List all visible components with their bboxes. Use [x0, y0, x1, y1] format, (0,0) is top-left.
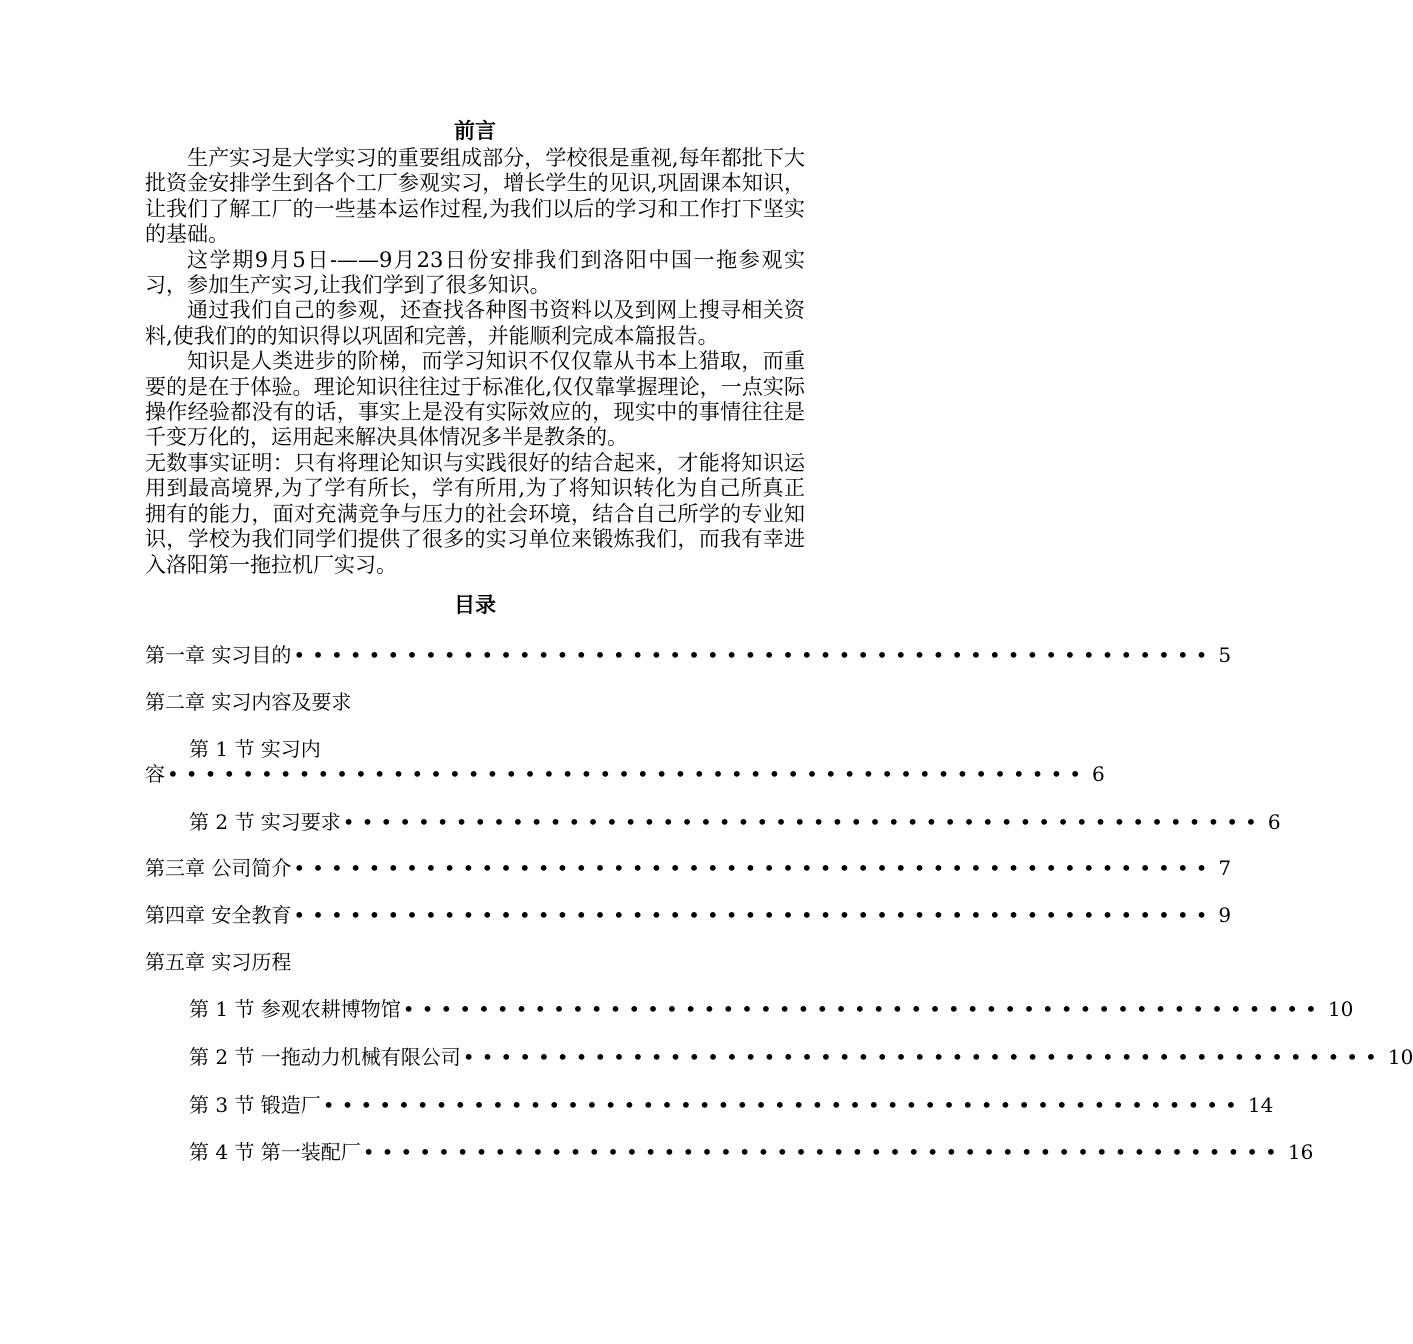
toc-leader-dots: •••••••••••••••••••••••••••••••••••••••••••••••••	[167, 762, 1089, 786]
toc-leader-dots: •••••••••••••••••••••••••••••••••••••••••••••••••	[293, 903, 1215, 927]
toc-entry-chapter-1[interactable]	[145, 641, 1232, 669]
toc-entry-label: 第 3 节 锻造厂	[189, 1093, 321, 1117]
toc-entry-section-2-1-cont[interactable]	[145, 760, 1105, 788]
toc-page-number: 14	[1247, 1093, 1274, 1117]
toc-leader-dots: •••••••••••••••••••••••••••••••••••••••••••••••••	[293, 643, 1215, 667]
toc-entry-chapter-5[interactable]	[145, 948, 803, 976]
toc-page-number: 6	[1267, 810, 1281, 834]
toc-entry-label: 第 1 节 实习内	[189, 737, 321, 761]
preface-paragraph: 通过我们自己的参观，还查找各种图书资料以及到网上搜寻相关资料,使我们的的知识得以巩固和完善，并能顺利完成本篇报告。	[145, 298, 805, 348]
preface-paragraph: 生产实习是大学实习的重要组成部分，学校很是重视,每年都批下大批资金安排学生到各个工厂参观实习，增长学生的见识,巩固课本知识，让我们了解工厂的一些基本运作过程,为我们以后的学习和工作打下坚实的基础。	[145, 146, 805, 247]
toc-entry-section-2-1[interactable]	[189, 735, 321, 763]
toc-entry-label: 第四章 安全教育	[145, 903, 292, 927]
preface-paragraph: 这学期9月5日-——9月23日份安排我们到洛阳中国一拖参观实习，参加生产实习,让我们学到了很多知识。	[145, 247, 805, 298]
preface-body	[145, 146, 805, 578]
toc-entry-section-5-1[interactable]	[189, 995, 1354, 1023]
toc-entry-chapter-4[interactable]	[145, 901, 1232, 929]
toc-page-number: 5	[1218, 643, 1232, 667]
toc-leader-dots: •••••••••••••••••••••••••••••••••••••••••••••••••	[362, 1140, 1284, 1164]
toc-leader-dots: •••••••••••••••••••••••••••••••••••••••••••••••••	[462, 1045, 1384, 1069]
toc-page-number: 16	[1287, 1140, 1314, 1164]
toc-page-number: 9	[1218, 903, 1232, 927]
toc-entry-section-5-4[interactable]	[189, 1138, 1314, 1166]
toc-entry-label: 第 4 节 第一装配厂	[189, 1140, 361, 1164]
toc-entry-section-2-2[interactable]	[189, 808, 1281, 836]
toc-page-number: 10	[1327, 997, 1354, 1021]
toc-title: 目录	[454, 592, 496, 617]
toc-entry-label: 第一章 实习目的	[145, 643, 292, 667]
toc-entry-label: 第二章 实习内容及要求	[145, 690, 352, 714]
toc-entry-section-5-3[interactable]	[189, 1091, 1274, 1119]
preface-title: 前言	[454, 118, 496, 143]
toc-entry-label-cont: 容	[145, 762, 165, 786]
toc-entry-label: 第五章 实习历程	[145, 950, 292, 974]
toc-entry-chapter-2[interactable]	[145, 688, 803, 716]
toc-entry-section-5-2[interactable]	[189, 1043, 1413, 1071]
preface-paragraph: 知识是人类进步的阶梯，而学习知识不仅仅靠从书本上猎取，而重要的是在于体验。理论知识往往过于标准化,仅仅靠掌握理论，一点实际操作经验都没有的话，事实上是没有实际效应的，现实中的事情往往是千变万化的，运用起来解决具体情况多半是教条的。	[145, 349, 805, 450]
toc-leader-dots: •••••••••••••••••••••••••••••••••••••••••••••••••	[322, 1093, 1244, 1117]
toc-leader-dots: •••••••••••••••••••••••••••••••••••••••••••••••••	[402, 997, 1324, 1021]
toc-entry-label: 第 2 节 一拖动力机械有限公司	[189, 1045, 461, 1069]
toc-leader-dots: •••••••••••••••••••••••••••••••••••••••••••••••••	[342, 810, 1264, 834]
toc-page-number: 10	[1387, 1045, 1413, 1069]
toc-entry-chapter-3[interactable]	[145, 854, 1232, 882]
toc-page-number: 6	[1092, 762, 1105, 786]
preface-paragraph: 无数事实证明：只有将理论知识与实践很好的结合起来，才能将知识运用到最高境界,为了学有所长，学有所用,为了将知识转化为自己所真正拥有的能力，面对充满竞争与压力的社会环境，结合自己所学的专业知识，学校为我们同学们提供了很多的实习单位来锻炼我们，而我有幸进入洛阳第一拖拉机厂实习。	[145, 450, 805, 577]
toc-entry-label: 第 2 节 实习要求	[189, 810, 341, 834]
toc-leader-dots: •••••••••••••••••••••••••••••••••••••••••••••••••	[293, 856, 1215, 880]
toc-page-number: 7	[1218, 856, 1232, 880]
toc-entry-label: 第 1 节 参观农耕博物馆	[189, 997, 401, 1021]
toc-entry-label: 第三章 公司简介	[145, 856, 292, 880]
